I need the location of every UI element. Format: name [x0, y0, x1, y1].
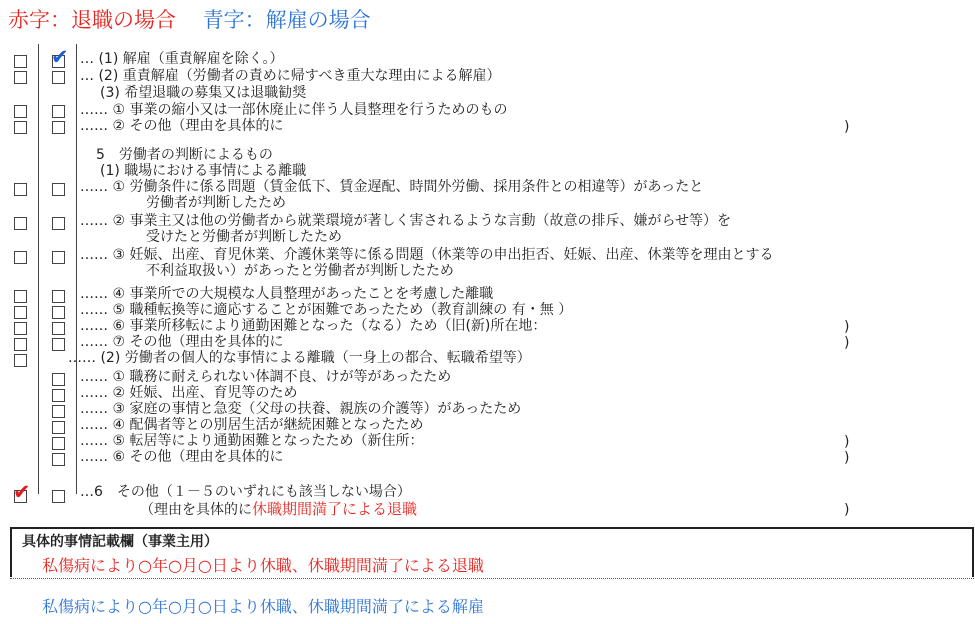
checkbox-employee[interactable]	[14, 105, 27, 118]
checkbox-employer[interactable]	[52, 421, 65, 434]
checkbox-employee[interactable]	[14, 322, 27, 335]
row-personal-reason: …… (2) 労働者の個人的な事情による離職（一身上の都合、転職希望等）	[68, 350, 531, 366]
checkbox-employer[interactable]	[52, 251, 65, 264]
closing-paren: )	[844, 434, 850, 450]
checkbox-employer[interactable]	[52, 490, 65, 503]
row-harassment: …… ② 事業主又は他の労働者から就業環境が著しく害されるような言動（故意の排斥、嫌がらせ等）を	[80, 213, 732, 229]
checkbox-employer[interactable]	[52, 121, 65, 134]
closing-paren: )	[844, 335, 850, 351]
row-working-conditions-cont: 労働者が判断したため	[146, 195, 286, 211]
specific-reason-label: （理由を具体的に	[140, 502, 252, 518]
row-harassment-cont: 受けたと労働者が判断したため	[146, 229, 342, 245]
checkbox-employee[interactable]	[14, 354, 27, 367]
row-family: …… ③ 家庭の事情と急変（父母の扶養、親族の介護等）があったため	[80, 401, 522, 417]
check-icon: ✔	[51, 45, 69, 69]
row-maternity-cont: 不利益取扱い）があったと労働者が判断したため	[146, 263, 454, 279]
checkbox-employer[interactable]	[52, 437, 65, 450]
row-pregnancy: …… ② 妊娠、出産、育児等のため	[80, 385, 298, 401]
closing-paren: )	[844, 502, 850, 518]
row-other-reason: …… ⑥ その他（理由を具体的に	[80, 449, 284, 465]
checkbox-employer[interactable]	[52, 322, 65, 335]
checkbox-employer[interactable]	[52, 290, 65, 303]
detail-box-retirement-text[interactable]: 私傷病により○年○月○日より休職、休職期間満了による退職	[42, 556, 484, 575]
checkbox-employee[interactable]	[14, 55, 27, 68]
legend	[8, 4, 371, 34]
column-divider	[38, 44, 39, 494]
row-spouse: …… ④ 配偶者等との別居生活が継続困難となったため	[80, 417, 424, 433]
row-maternity: …… ③ 妊娠、出産、育児休業、介護休業等に係る問題（休業等の申出拒否、妊娠、出産、休業等を理由とする	[80, 247, 774, 263]
closing-paren: )	[844, 119, 850, 135]
checkbox-employer[interactable]	[52, 389, 65, 402]
row-workplace-reason: (1) 職場における事情による離職	[100, 163, 307, 179]
detail-box	[10, 527, 974, 577]
checkbox-employer[interactable]	[51, 45, 69, 69]
checkbox-employee[interactable]	[14, 183, 27, 196]
checkbox-employer[interactable]	[52, 183, 65, 196]
row-section-5: 5 労働者の判断によるもの	[96, 147, 273, 163]
closing-paren: )	[844, 450, 850, 466]
row-dismissal: … (1) 解雇（重責解雇を除く。）	[80, 51, 284, 67]
check-icon: ✔	[13, 480, 31, 504]
checkbox-employer[interactable]	[52, 338, 65, 351]
checkbox-employer[interactable]	[52, 405, 65, 418]
row-other-reason: …… ⑦ その他（理由を具体的に	[80, 334, 284, 350]
checkbox-employee[interactable]	[14, 290, 27, 303]
row-relocation: …… ⑤ 転居等により通勤困難となったため（新住所：	[80, 433, 424, 449]
row-other-reason: …… ② その他（理由を具体的に	[80, 118, 284, 134]
checkbox-employer[interactable]	[52, 105, 65, 118]
legend-retirement: 赤字：退職の場合	[8, 8, 176, 32]
specific-reason-value: 休職期間満了による退職	[252, 500, 418, 518]
checkbox-employee[interactable]	[14, 306, 27, 319]
row-office-relocation: …… ⑥ 事業所移転により通勤困難となった（なる）ため（旧(新)所在地：	[80, 318, 547, 334]
checkbox-employer[interactable]	[52, 217, 65, 230]
row-section-6: …6 その他（１－５のいずれにも該当しない場合）	[80, 484, 411, 500]
row-health: …… ① 職務に耐えられない体調不良、けが等があったため	[80, 369, 452, 385]
row-large-downsizing: …… ④ 事業所での大規模な人員整理があったことを考慮した離職	[80, 286, 494, 302]
checkbox-employer[interactable]	[52, 306, 65, 319]
dismissal-example-text: 私傷病により○年○月○日より休職、休職期間満了による解雇	[42, 597, 484, 616]
checkbox-employee[interactable]	[13, 480, 31, 504]
detail-box-title: 具体的事情記載欄（事業主用）	[22, 534, 218, 550]
checkbox-employee[interactable]	[14, 71, 27, 84]
checkbox-employer[interactable]	[52, 453, 65, 466]
checkbox-employee[interactable]	[14, 251, 27, 264]
checkbox-employee[interactable]	[14, 121, 27, 134]
row-working-conditions: …… ① 労働条件に係る問題（賃金低下、賃金遅配、時間外労働、採用条件との相違等）があったと	[80, 179, 704, 195]
checkbox-employee[interactable]	[14, 338, 27, 351]
column-divider	[76, 44, 77, 494]
checkbox-employer[interactable]	[52, 373, 65, 386]
legend-dismissal: 青字：解雇の場合	[202, 8, 371, 32]
row-voluntary-retirement: (3) 希望退職の募集又は退職勧奨	[100, 85, 307, 101]
checkbox-employer[interactable]	[52, 71, 65, 84]
row-downsizing: …… ① 事業の縮小又は一部休廃止に伴う人員整理を行うためのもの	[80, 102, 508, 118]
row-serious-dismissal: … (2) 重責解雇（労働者の責めに帰すべき重大な理由による解雇）	[80, 68, 501, 84]
row-job-change: …… ⑤ 職種転換等に適応することが困難であったため（教育訓練の 有・無 ）	[80, 302, 573, 318]
closing-paren: )	[844, 319, 850, 335]
checkbox-employee[interactable]	[14, 217, 27, 230]
dotted-divider	[10, 578, 974, 579]
row-specific-reason	[140, 502, 417, 518]
separation-reason-form	[0, 44, 975, 524]
